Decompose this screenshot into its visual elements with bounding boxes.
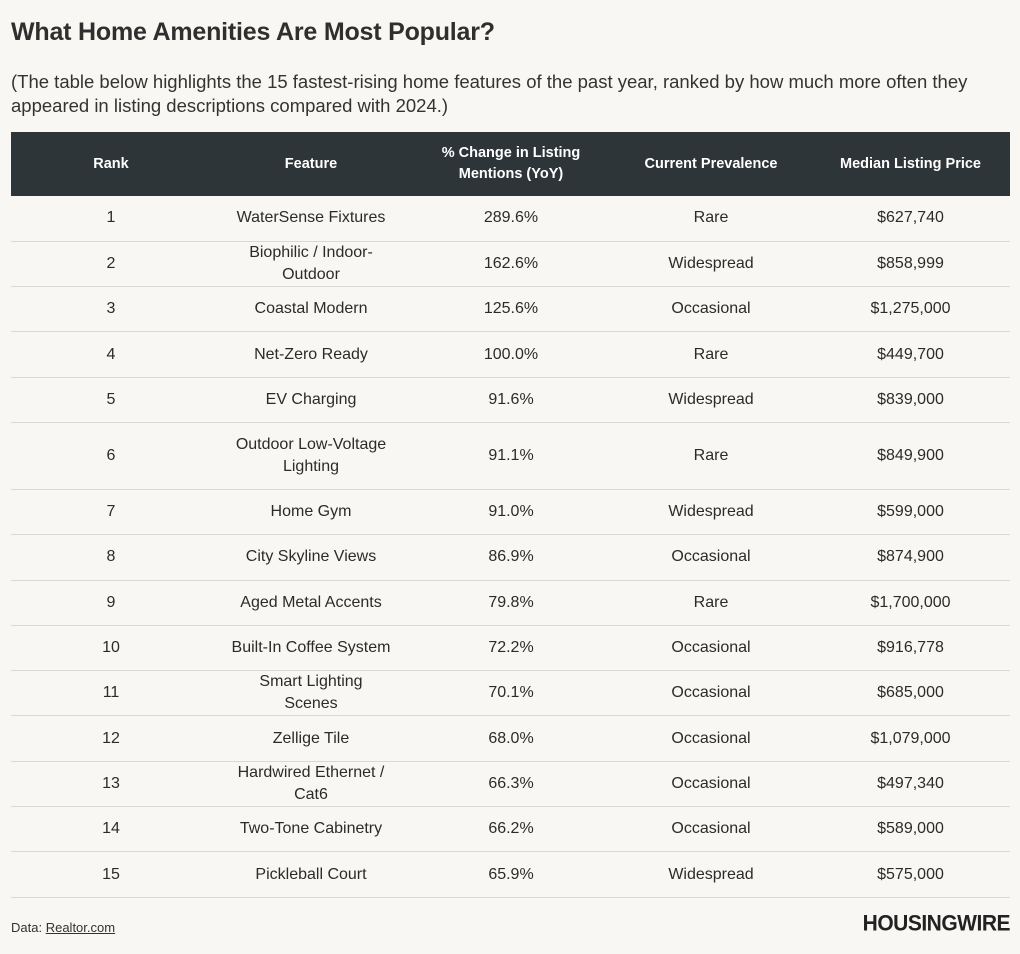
cell-rank: 6 [11,422,211,489]
column-header-median-price: Median Listing Price [840,155,981,172]
cell-feature: City Skyline Views [211,535,411,580]
cell-pct-change: 70.1% [411,671,611,716]
cell-feature: Coastal Modern [211,287,411,332]
table-row [11,535,1010,580]
table-row [11,241,1010,286]
cell-rank: 2 [11,241,211,286]
cell-feature: Home Gym [211,489,411,534]
table-row [11,807,1010,852]
cell-median-price: $916,778 [811,625,1010,670]
cell-rank: 8 [11,535,211,580]
table-body [11,196,1010,897]
chart-title: What Home Amenities Are Most Popular? [11,18,495,46]
cell-pct-change: 125.6% [411,287,611,332]
table-row [11,196,1010,241]
cell-prevalence: Rare [611,332,811,377]
cell-rank: 14 [11,807,211,852]
cell-rank: 3 [11,287,211,332]
cell-pct-change: 66.2% [411,807,611,852]
cell-rank: 11 [11,671,211,716]
cell-prevalence: Widespread [611,489,811,534]
header-row [11,132,1010,196]
cell-prevalence: Occasional [611,535,811,580]
cell-median-price: $874,900 [811,535,1010,580]
column-header-feature: Feature [284,155,338,172]
table-row [11,332,1010,377]
cell-rank: 13 [11,761,211,806]
cell-pct-change: 79.8% [411,580,611,625]
table-row [11,377,1010,422]
cell-median-price: $1,079,000 [811,716,1010,761]
cell-prevalence: Widespread [611,377,811,422]
table-row [11,671,1010,716]
table-row [11,422,1010,489]
table-row [11,580,1010,625]
cell-prevalence: Occasional [611,625,811,670]
table-row [11,761,1010,806]
column-header-prevalence: Current Prevalence [644,155,778,172]
data-source-label: Data: [11,920,43,935]
cell-rank: 7 [11,489,211,534]
cell-prevalence: Rare [611,196,811,241]
cell-prevalence: Occasional [611,716,811,761]
housingwire-logo: HOUSINGWIRE [862,911,1010,936]
cell-prevalence: Occasional [611,671,811,716]
amenities-table [11,132,1010,898]
cell-median-price: $1,700,000 [811,580,1010,625]
cell-pct-change: 91.1% [411,422,611,489]
cell-pct-change: 91.0% [411,489,611,534]
cell-prevalence: Occasional [611,807,811,852]
cell-median-price: $589,000 [811,807,1010,852]
cell-pct-change: 289.6% [411,196,611,241]
table-row [11,287,1010,332]
column-header-pct-change: % Change in Listing Mentions (YoY) [441,145,581,182]
table-row [11,716,1010,761]
cell-feature: Smart Lighting Scenes [211,671,411,716]
chart-subtitle: (The table below highlights the 15 fastest-rising home features of the past year, ranked by how much more often they appeared in listing descriptions compared with 2024.) [11,71,968,116]
cell-feature: Pickleball Court [211,852,411,897]
cell-feature: WaterSense Fixtures [211,196,411,241]
data-source [11,920,115,935]
cell-rank: 10 [11,625,211,670]
table-header [11,132,1010,196]
table-row [11,625,1010,670]
cell-prevalence: Occasional [611,287,811,332]
data-source-link[interactable]: Realtor.com [45,920,116,935]
cell-median-price: $685,000 [811,671,1010,716]
cell-median-price: $849,900 [811,422,1010,489]
cell-pct-change: 68.0% [411,716,611,761]
table-row [11,489,1010,534]
cell-median-price: $1,275,000 [811,287,1010,332]
cell-rank: 4 [11,332,211,377]
cell-feature: Outdoor Low-Voltage Lighting [211,422,411,489]
cell-prevalence: Widespread [611,241,811,286]
cell-median-price: $599,000 [811,489,1010,534]
cell-pct-change: 66.3% [411,761,611,806]
cell-pct-change: 65.9% [411,852,611,897]
cell-median-price: $627,740 [811,196,1010,241]
column-header-rank: Rank [93,155,129,172]
cell-pct-change: 162.6% [411,241,611,286]
cell-prevalence: Widespread [611,852,811,897]
cell-pct-change: 86.9% [411,535,611,580]
cell-median-price: $575,000 [811,852,1010,897]
cell-pct-change: 72.2% [411,625,611,670]
cell-rank: 12 [11,716,211,761]
cell-rank: 1 [11,196,211,241]
table-row [11,852,1010,897]
cell-median-price: $449,700 [811,332,1010,377]
cell-rank: 15 [11,852,211,897]
cell-rank: 5 [11,377,211,422]
cell-prevalence: Occasional [611,761,811,806]
cell-median-price: $839,000 [811,377,1010,422]
cell-feature: Zellige Tile [211,716,411,761]
cell-feature: Aged Metal Accents [211,580,411,625]
cell-feature: EV Charging [211,377,411,422]
cell-feature: Biophilic / Indoor-Outdoor [211,241,411,286]
cell-median-price: $858,999 [811,241,1010,286]
cell-prevalence: Rare [611,422,811,489]
cell-feature: Built-In Coffee System [211,625,411,670]
cell-feature: Net-Zero Ready [211,332,411,377]
cell-pct-change: 100.0% [411,332,611,377]
cell-median-price: $497,340 [811,761,1010,806]
cell-feature: Two-Tone Cabinetry [211,807,411,852]
cell-feature: Hardwired Ethernet / Cat6 [211,761,411,806]
cell-rank: 9 [11,580,211,625]
cell-prevalence: Rare [611,580,811,625]
cell-pct-change: 91.6% [411,377,611,422]
